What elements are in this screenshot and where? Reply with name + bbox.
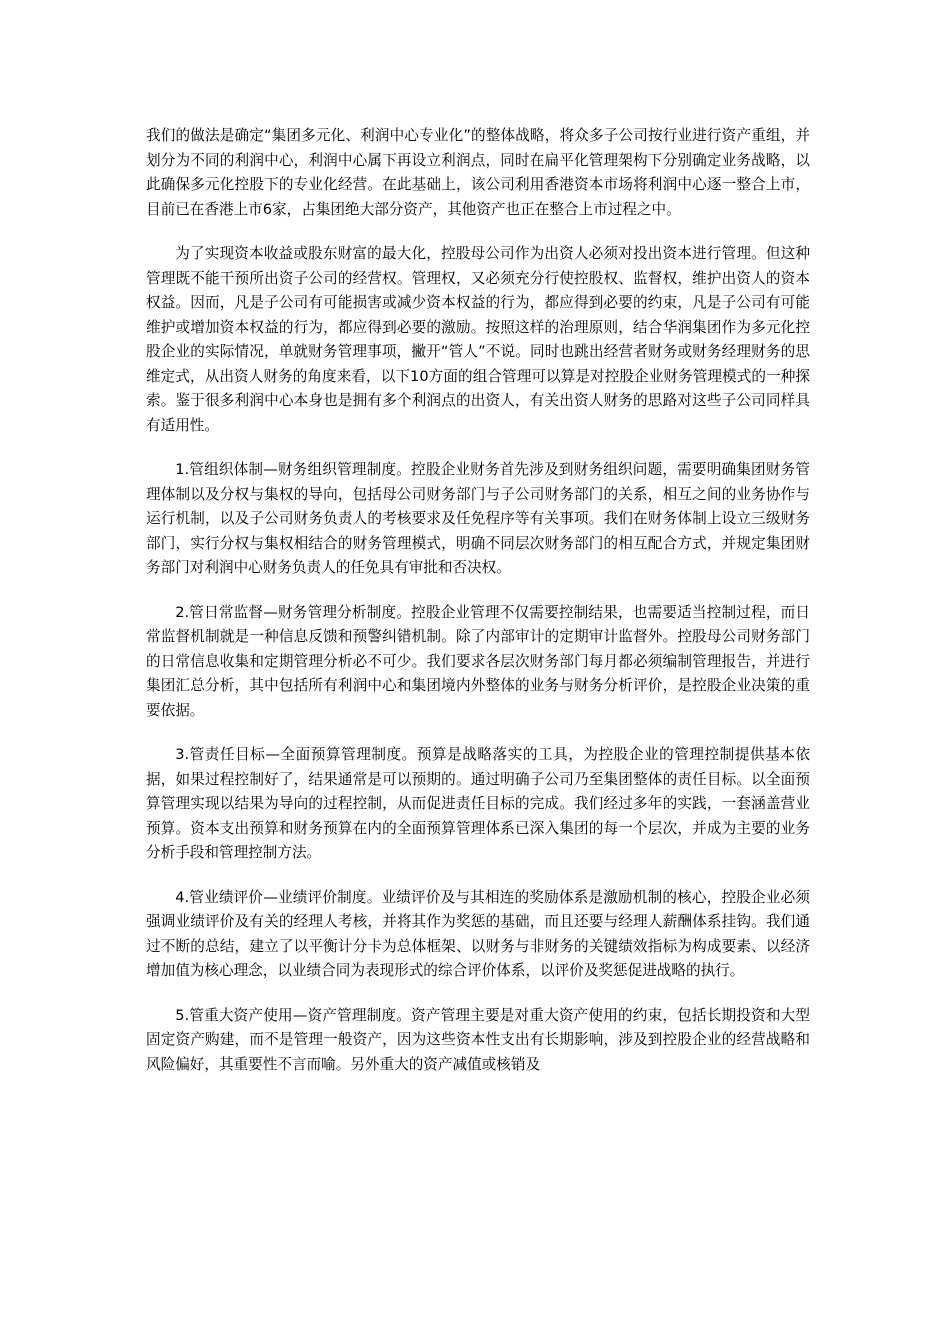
paragraph-investor-finance: 为了实现资本收益或股东财富的最大化，控股母公司作为出资人必须对投出资本进行管理。但这种管理既不能干预所出资子公司的经营权。管理权，又必须充分行使控股权、监督权，维护出资人的资本权益。因而，凡是子公司有可能损害或减少资本权益的行为，都应得到必要的约束，凡是子公司有可能维护或增加资本权益的行为，都应得到必要的激励。按照这样的治理原则，结合华润集团作为多元化控股企业的实际情况，单就财务管理事项，撇开“管人”不说。同时也跳出经营者财务或财务经理财务的思维定式，从出资人财务的角度来看，以下10方面的组合管理可以算是对控股企业财务管理模式的一种探索。鉴于很多利润中心本身也是拥有多个利润点的出资人，有关出资人财务的思路对这些子公司同样具有适用性。 xyxy=(146,245,810,434)
paragraph-item-5-assets: 5.管重大资产使用—资产管理制度。资产管理主要是对重大资产使用的约束，包括长期投资和大型固定资产购建，而不是管理一般资产，因为这些资本性支出有长期影响，涉及到控股企业的经营战略和风险偏好，其重要性不言而喻。另外重大的资产减值或核销及 xyxy=(146,1006,810,1073)
paragraph-strategy: 我们的做法是确定“集团多元化、利润中心专业化”的整体战略，将众多子公司按行业进行资产重组，并划分为不同的利润中心，利润中心属下再设立利润点，同时在扁平化管理架构下分别确定业务战略，以此确保多元化控股下的专业化经营。在此基础上，该公司利用香港资本市场将利润中心逐一整合上市，目前已在香港上市6家，占集团绝大部分资产，其他资产也正在整合上市过程之中。 xyxy=(146,127,810,218)
paragraph-item-3-budget: 3.管责任目标—全面预算管理制度。预算是战略落实的工具，为控股企业的管理控制提供基本依据，如果过程控制好了，结果通常是可以预期的。通过明确子公司乃至集团整体的责任目标。以全面预算管理实现以结果为导向的过程控制，从而促进责任目标的完成。我们经过多年的实践，一套涵盖营业预算。资本支出预算和财务预算在内的全面预算管理体系已深入集团的每一个层次，并成为主要的业务分析手段和管理控制方法。 xyxy=(146,746,810,861)
paragraph-item-4-performance: 4.管业绩评价—业绩评价制度。业绩评价及与其相连的奖励体系是激励机制的核心，控股企业必须强调业绩评价及有关的经理人考核，并将其作为奖惩的基础，而且还要与经理人薪酬体系挂钩。我们通过不断的总结，建立了以平衡计分卡为总体框架、以财务与非财务的关键绩效指标为构成要素、以经济增加值为核心理念，以业绩合同为表现形式的综合评价体系，以评价及奖惩促进战略的执行。 xyxy=(146,888,810,979)
paragraph-item-1-organization: 1.管组织体制—财务组织管理制度。控股企业财务首先涉及到财务组织问题，需要明确集团财务管理体制以及分权与集权的导向，包括母公司财务部门与子公司财务部门的关系，相互之间的业务协作与运行机制，以及子公司财务负责人的考核要求及任免程序等有关事项。我们在财务体制上设立三级财务部门，实行分权与集权相结合的财务管理模式，明确不同层次财务部门的相互配合方式，并规定集团财务部门对利润中心财务负责人的任免具有审批和否决权。 xyxy=(146,461,810,576)
document-body xyxy=(146,124,810,1097)
paragraph-item-2-supervision: 2.管日常监督—财务管理分析制度。控股企业管理不仅需要控制结果，也需要适当控制过程，而日常监督机制就是一种信息反馈和预警纠错机制。除了内部审计的定期审计监督外。控股母公司财务部门的日常信息收集和定期管理分析必不可少。我们要求各层次财务部门每月都必须编制管理报告，并进行集团汇总分析，其中包括所有利润中心和集团境内外整体的业务与财务分析评价，是控股企业决策的重要依据。 xyxy=(146,603,810,719)
